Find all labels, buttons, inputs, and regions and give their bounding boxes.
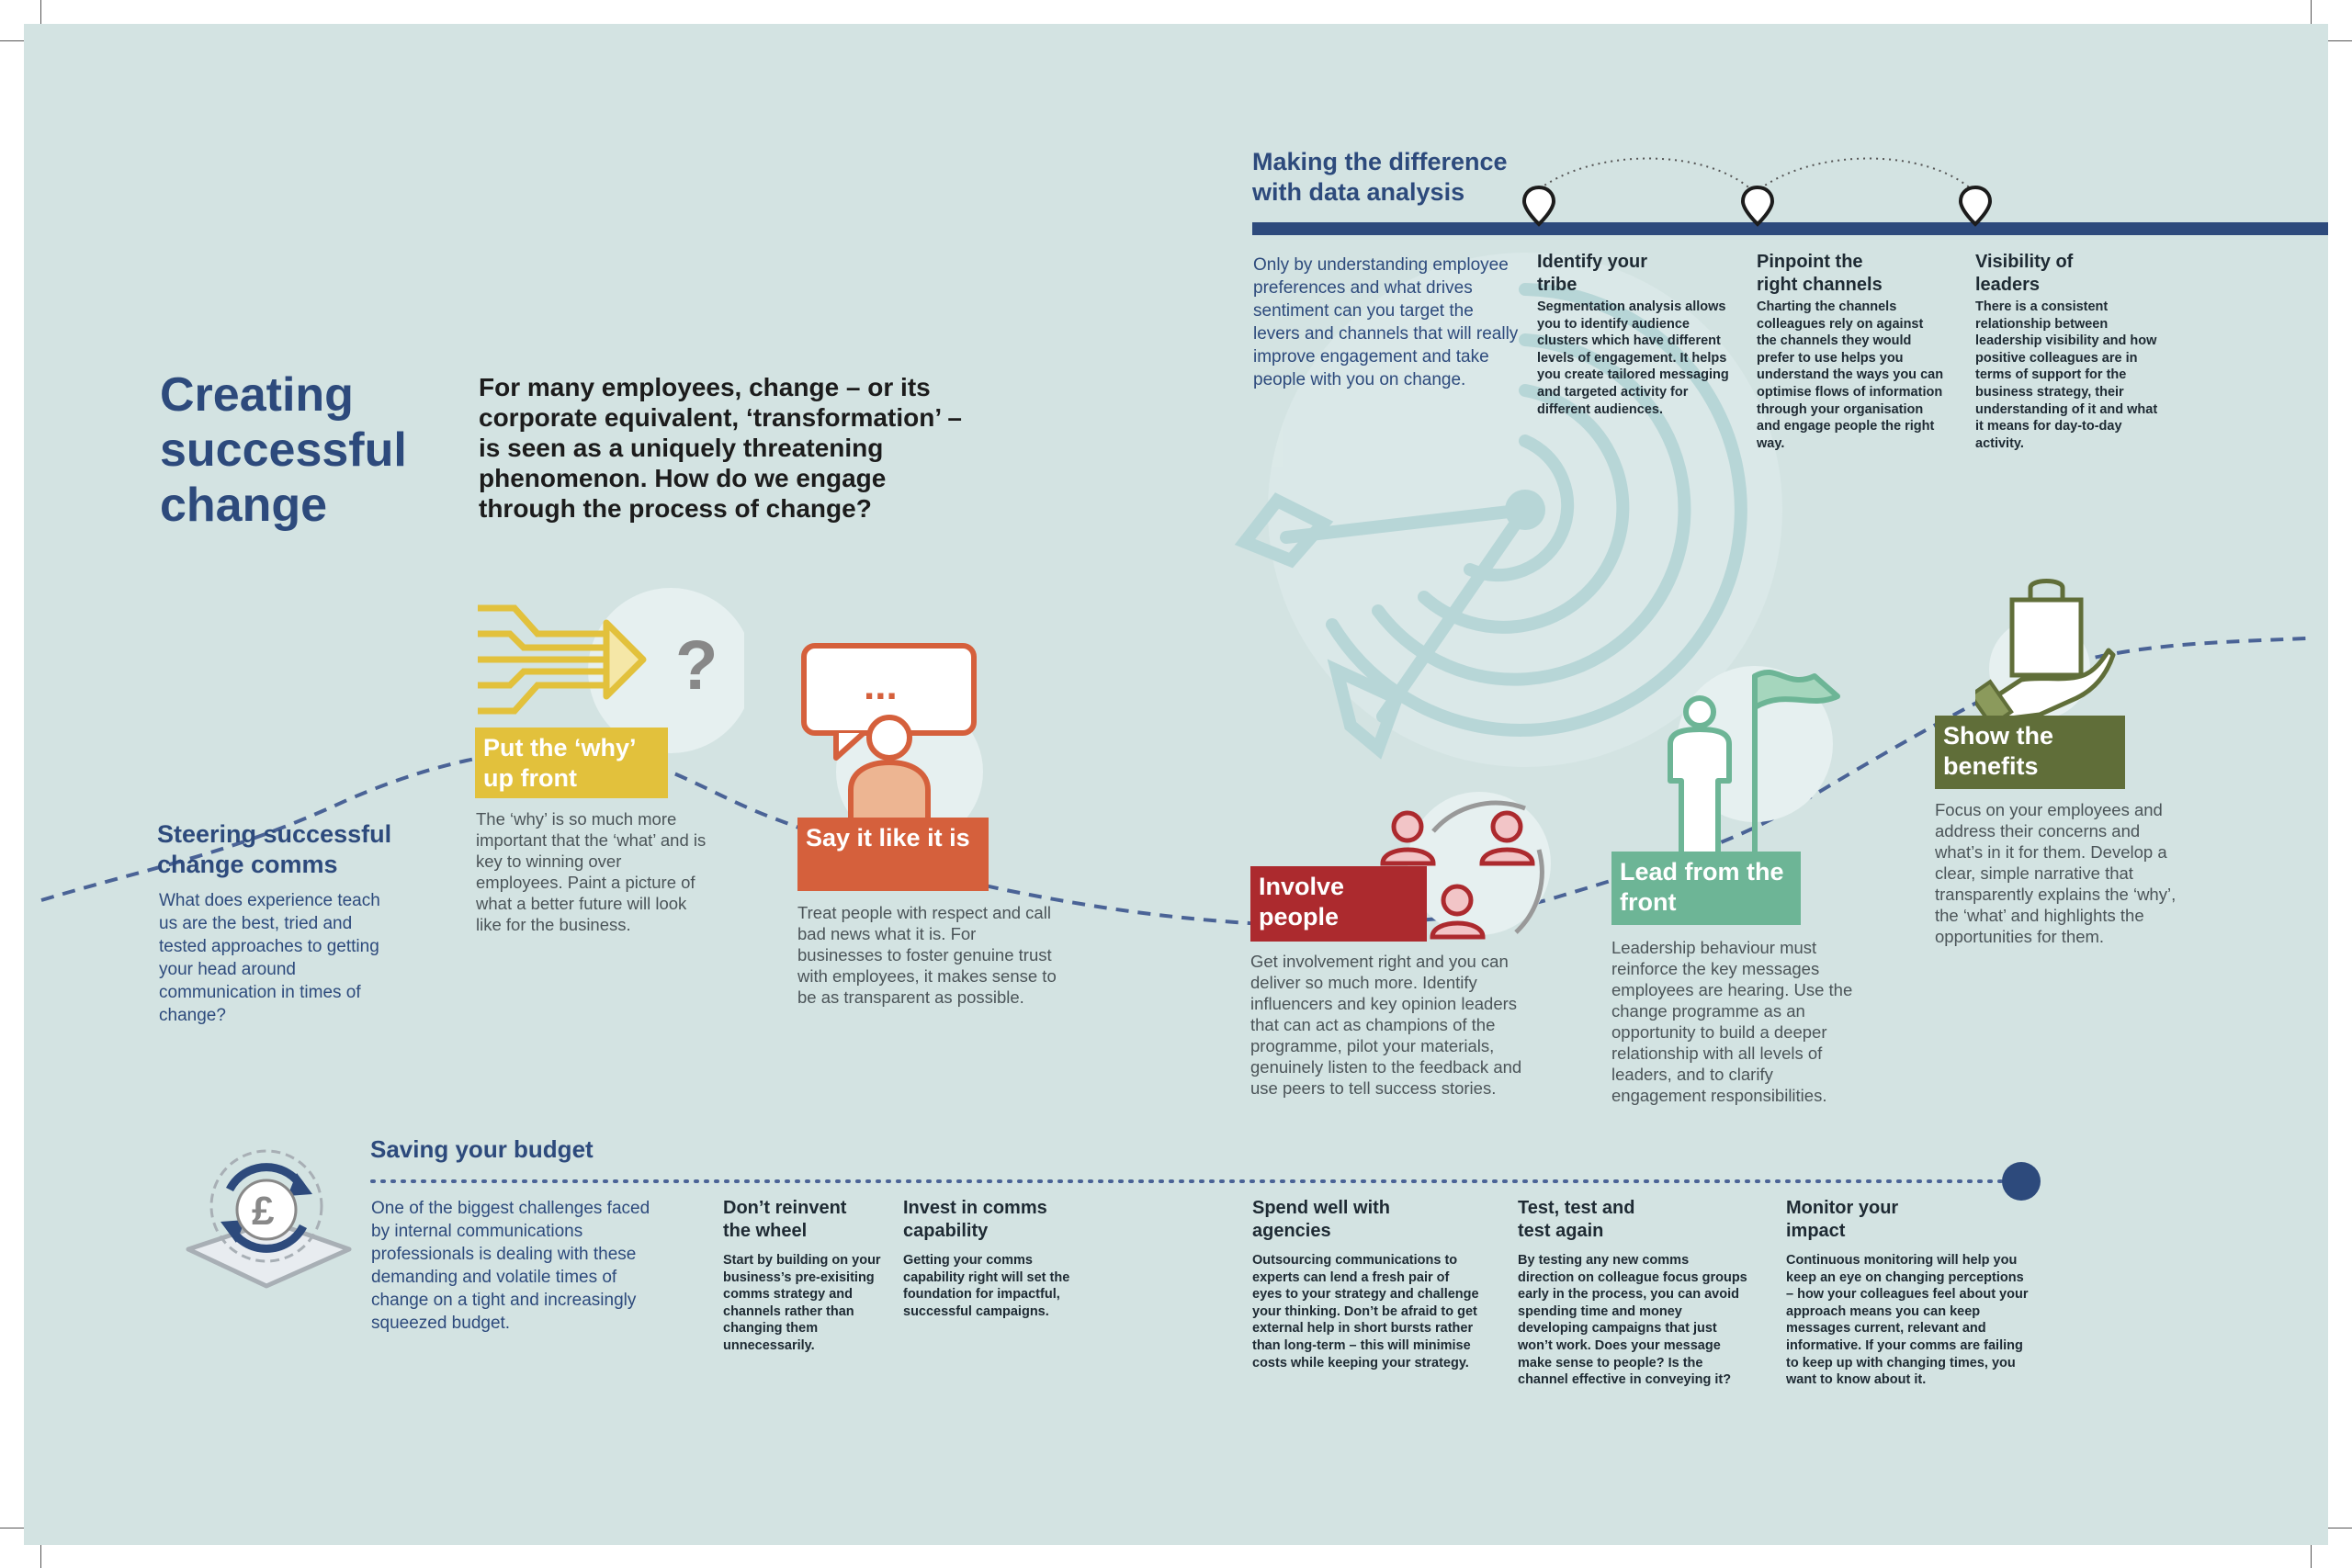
person-flag-icon [1640,643,1851,854]
data-column [1975,251,2164,452]
budget-item-title: Don’t reinvent the wheel [723,1198,847,1241]
budget-item-body: Outsourcing communications to experts can lend a fresh pair of eyes to your strategy and challenge your thinking. Don’t be afraid to get external help in short bursts rather than long-term – this will minimise costs while keeping your strategy. [1252,1253,1479,1371]
data-column-title: Identify your tribe [1537,252,1648,295]
budget-title: Saving your budget [370,1135,594,1163]
budget-item [1252,1197,1482,1371]
steering-title: Steering successful change comms [157,820,392,878]
data-column [1757,251,1945,452]
pin-icon [1739,184,1776,228]
step-body: Treat people with respect and call bad news what it is. For businesses to foster genuine trust with employees, it makes sense to be as transparent as possible. [797,903,1057,1007]
step-label: Put the ‘why’ up front [475,728,668,798]
pound-cycle-icon [179,1134,363,1300]
budget-item-title: Invest in comms capability [903,1198,1047,1241]
budget-item-body: Continuous monitoring will help you keep an eye on changing perceptions – how your colleagues feel about your approach means you can keep messages current, relevant and informative. If your comms are failing to keep up with changing times, you want to know about it. [1786,1253,2029,1388]
step-body: Focus on your employees and address their concerns and what’s in it for them. Develop a clear, simple narrative that transparently explains the ‘why’, the ‘what’ and highlights the opportunities for them. [1935,800,2177,946]
data-column-body: Charting the channels colleagues rely on against the channels they would prefer to use helps you understand the ways you can optimise flows of information through your organisation and engage people the right way. [1757,299,1944,451]
budget-item-body: By testing any new comms direction on colleague focus groups early in the process, you can avoid spending time and money developing campaigns that just won’t work. Does your message make sense to people? Is the channel effective in conveying it? [1518,1253,1747,1388]
data-column-body: There is a consistent relationship between leadership visibility and how positive colleagues are in terms of support for the business strategy, their understanding of it and what it means for day-to-day activity. [1975,299,2158,451]
budget-item [903,1197,1087,1320]
svg-text:...: ... [864,663,898,708]
pin-icon [1957,184,1994,228]
budget-item-title: Monitor your impact [1786,1198,1899,1241]
svg-text:£: £ [252,1189,275,1234]
data-column-body: Segmentation analysis allows you to identify audience clusters which have different levels of engagement. It helps you create tailored messaging and targeted activity for different audiences. [1537,299,1729,417]
step-label: Say it like it is [797,818,989,891]
step-body: Get involvement right and you can deliver so much more. Identify influencers and key opinion leaders that can act as champions of the programme, pilot your materials, genuinely listen to the feedback and use peers to tell success stories. [1250,952,1522,1098]
budget-item-body: Start by building on your business’s pre-exisiting comms strategy and channels rather than changing them unnecessarily. [723,1253,881,1353]
step-label: Involve people [1250,866,1427,942]
data-analysis-title: Making the difference with data analysis [1252,148,1508,206]
budget-item-title: Test, test and test again [1518,1198,1635,1241]
intro-text: For many employees, change – or its corporate equivalent, ‘transformation’ – is seen as a uniquely threatening phenomenon. How do we engage through the process of change? [479,373,962,523]
data-column [1537,251,1744,418]
step-body: Leadership behaviour must reinforce the key messages employees are hearing. Use the change programme as an opportunity to build a deeper relationship with all levels of leaders, and to clarify engagement responsibilities. [1611,938,1853,1105]
budget-item-body: Getting your comms capability right will set the foundation for impactful, successful campaigns. [903,1253,1070,1319]
budget-item [723,1197,893,1355]
budget-item-title: Spend well with agencies [1252,1198,1391,1241]
data-column-title: Visibility of leaders [1975,252,2074,295]
data-analysis-body: Only by understanding employee preferences and what drives sentiment can you target the levers and channels that will really improve engagement and take people with you on change. [1253,255,1519,389]
budget-item [1518,1197,1747,1389]
step-label: Lead from the front [1611,852,1801,925]
budget-body: One of the biggest challenges faced by internal communications professionals is dealing with these demanding and volatile times of change on a tight and increasingly squeezed budget. [371,1199,650,1333]
steering-body: What does experience teach us are the best, tried and tested approaches to getting your head around communication in times of change? [159,891,380,1025]
data-column-title: Pinpoint the right channels [1757,252,1883,295]
svg-text:?: ? [675,626,718,705]
step-body: The ‘why’ is so much more important that the ‘what’ and is key to winning over employees. Paint a picture of what a better future will look like for the business. [476,809,707,934]
hand-shopping-bag-icon [1975,577,2122,724]
budget-item [1786,1197,2030,1389]
speech-bubble-person-icon [799,638,1001,822]
page-title: Creating successful change [160,368,407,532]
step-label: Show the benefits [1935,716,2125,789]
